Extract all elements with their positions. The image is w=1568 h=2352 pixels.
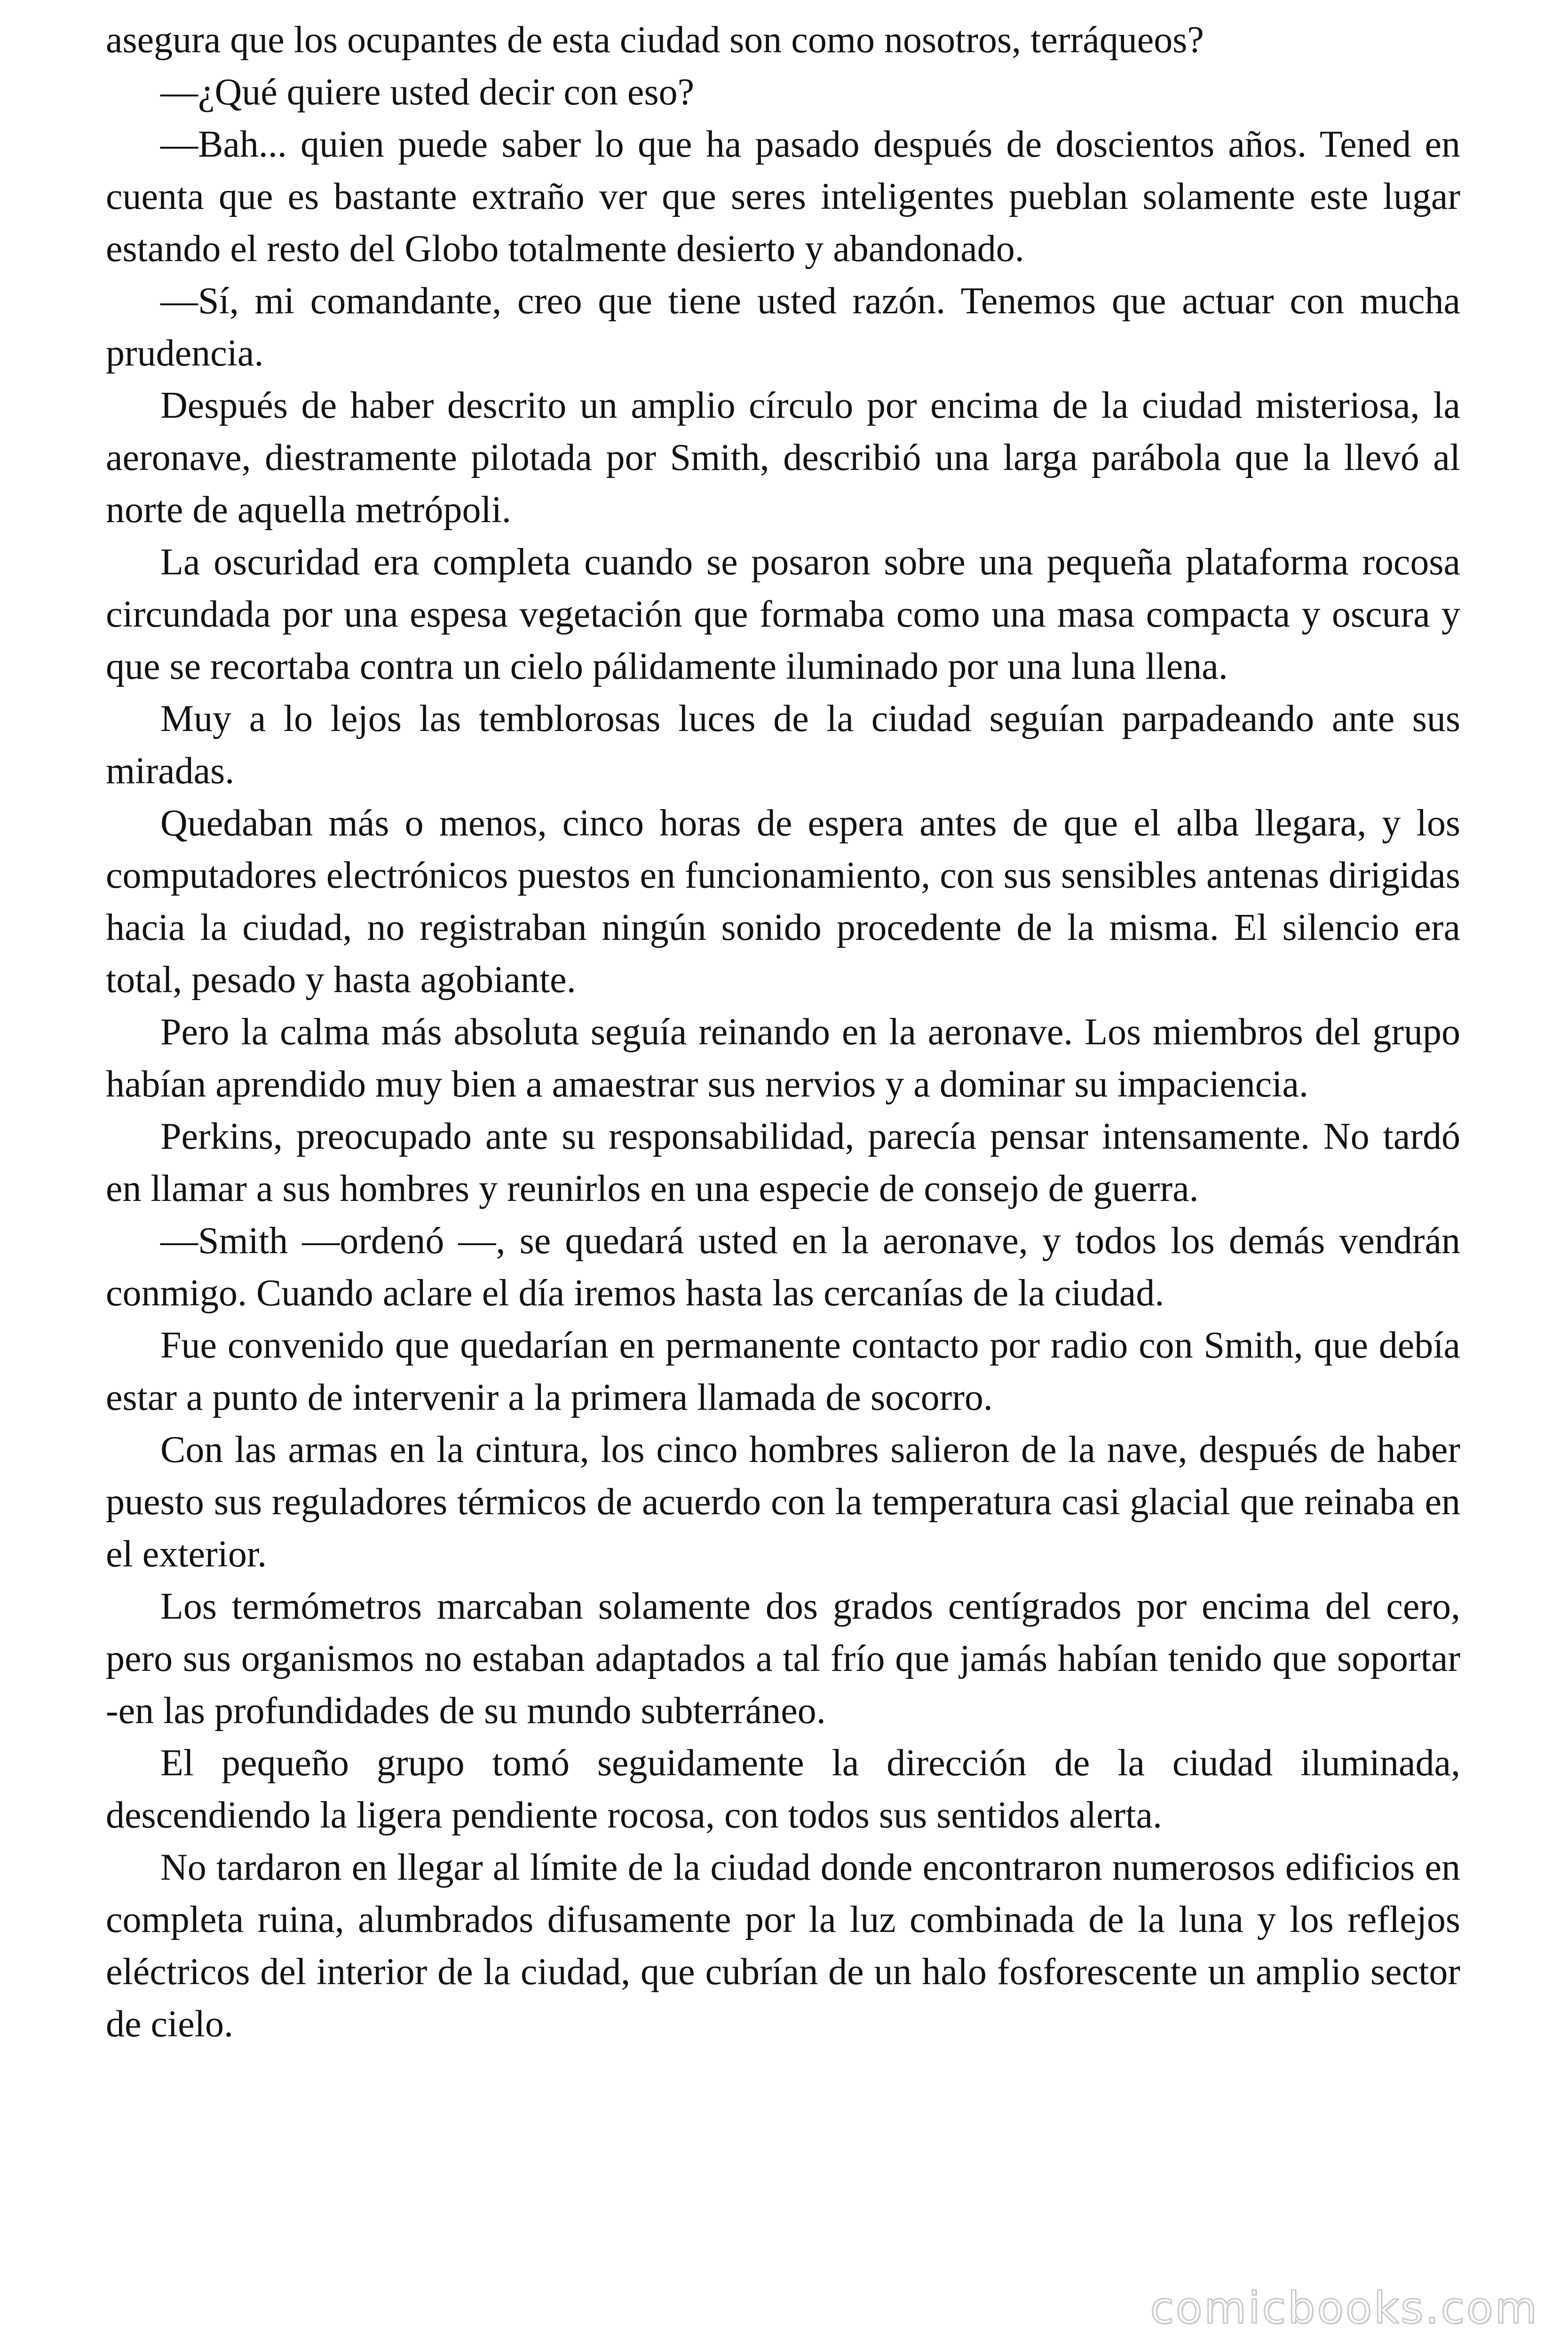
paragraph: —Sí, mi comandante, creo que tiene usted razón. Tenemos que actuar con mucha prudencia. (106, 280, 1460, 374)
paragraph: Pero la calma más absoluta seguía reinando en la aeronave. Los miembros del grupo habían aprendido muy bien a amaestrar sus nervios y a dominar su impaciencia. (106, 1011, 1460, 1105)
paragraph: Después de haber descrito un amplio círculo por encima de la ciudad misteriosa, la aeronave, diestramente pilotada por Smith, describió una larga parábola que la llevó al norte de aquella metrópoli. (106, 385, 1460, 531)
paragraph: Quedaban más o menos, cinco horas de espera antes de que el alba llegara, y los computadores electrónicos puestos en funcionamiento, con sus sensibles antenas dirigidas hacia la ciudad, no registraban ningún sonido procedente de la misma. El silencio era total, pesado y hasta agobiante. (106, 803, 1460, 1001)
body-text (106, 14, 1460, 2050)
watermark: comicbooks.com (1150, 2283, 1539, 2333)
paragraph: Muy a lo lejos las temblorosas luces de la ciudad seguían parpadeando ante sus miradas. (106, 698, 1460, 792)
paragraph: Los termómetros marcaban solamente dos grados centígrados por encima del cero, pero sus organismos no estaban adaptados a tal frío que jamás habían tenido que soportar -en las profundidades de su mundo subterráneo. (106, 1586, 1460, 1732)
paragraph: La oscuridad era completa cuando se posaron sobre una pequeña plataforma rocosa circundada por una espesa vegetación que formaba como una masa compacta y oscura y que se recortaba contra un cielo pálidamente iluminado por una luna llena. (106, 541, 1460, 687)
paragraph: —Smith —ordenó —, se quedará usted en la aeronave, y todos los demás vendrán conmigo. Cuando aclare el día iremos hasta las cercanías de la ciudad. (106, 1220, 1460, 1314)
paragraph: No tardaron en llegar al límite de la ciudad donde encontraron numerosos edificios en completa ruina, alumbrados difusamente por la luz combinada de la luna y los reflejos eléctricos del interior de la ciudad, que cubrían de un halo fosforescente un amplio sector de cielo. (106, 1847, 1460, 2045)
paragraph: —Bah... quien puede saber lo que ha pasado después de doscientos años. Tened en cuenta que es bastante extraño ver que seres inteligentes pueblan solamente este lugar estando el resto del Globo totalmente desierto y abandonado. (106, 124, 1460, 270)
paragraph: Perkins, preocupado ante su responsabilidad, parecía pensar intensamente. No tardó en llamar a sus hombres y reunirlos en una especie de consejo de guerra. (106, 1116, 1460, 1209)
paragraph: —¿Qué quiere usted decir con eso? (160, 72, 695, 113)
paragraph: Con las armas en la cintura, los cinco hombres salieron de la nave, después de haber puesto sus reguladores térmicos de acuerdo con la temperatura casi glacial que reinaba en el exterior. (106, 1429, 1460, 1575)
paragraph: El pequeño grupo tomó seguidamente la dirección de la ciudad iluminada, descendiendo la ligera pendiente rocosa, con todos sus sentidos alerta. (106, 1742, 1460, 1836)
paragraph: Fue convenido que quedarían en permanente contacto por radio con Smith, que debía estar a punto de intervenir a la primera llamada de socorro. (106, 1325, 1460, 1418)
paragraph: asegura que los ocupantes de esta ciudad son como nosotros, terráqueos? (106, 19, 1204, 61)
